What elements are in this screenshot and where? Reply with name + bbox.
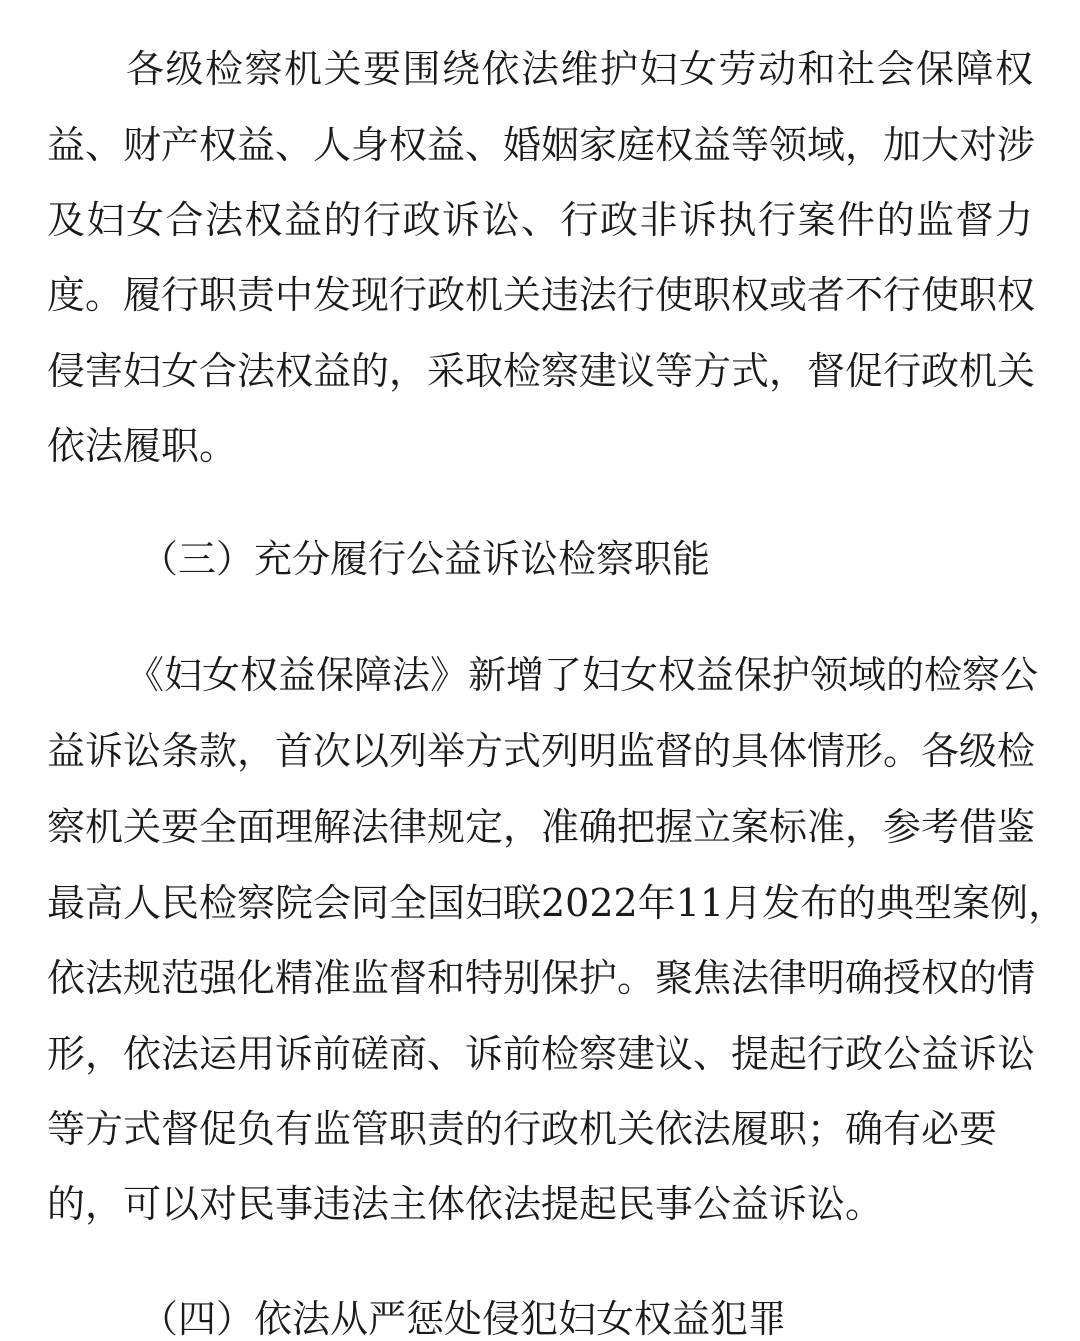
paragraph-1-line: 益、财产权益、人身权益、婚姻家庭权益等领域，加大对涉 (47, 123, 1036, 167)
paragraph-1-line: 各级检察机关要围绕依法维护妇女劳动和社会保障权 (126, 47, 1033, 91)
section-heading-3: （三）充分履行公益诉讼检察职能 (140, 537, 711, 581)
paragraph-1-line: 及妇女合法权益的行政诉讼、行政非诉执行案件的监督力 (47, 198, 1033, 242)
paragraph-2-line: 最高人民检察院会同全国妇联2022年11月发布的典型案例， (47, 881, 1067, 925)
paragraph-2-line: 的，可以对民事违法主体依法提起民事公益诉讼。 (47, 1182, 884, 1226)
paragraph-2-line: 依法规范强化精准监督和特别保护。聚焦法律明确授权的情 (47, 956, 1036, 1000)
paragraph-2-line: 益诉讼条款，首次以列举方式列明监督的具体情形。各级检 (47, 729, 1036, 773)
paragraph-2-line: 《妇女权益保障法》新增了妇女权益保护领域的检察公 (126, 653, 1039, 697)
paragraph-1-line: 依法履职。 (47, 424, 238, 468)
paragraph-2-line: 察机关要全面理解法律规定，准确把握立案标准，参考借鉴 (47, 805, 1036, 849)
section-heading-4: （四）依法从严惩处侵犯妇女权益犯罪 (140, 1297, 787, 1341)
paragraph-1-line: 度。履行职责中发现行政机关违法行使职权或者不行使职权 (47, 273, 1036, 317)
paragraph-2-line: 等方式督促负有监管职责的行政机关依法履职；确有必要 (47, 1107, 998, 1151)
paragraph-2-line: 形，依法运用诉前磋商、诉前检察建议、提起行政公益诉讼 (47, 1032, 1036, 1076)
paragraph-1-line: 侵害妇女合法权益的，采取检察建议等方式，督促行政机关 (47, 349, 1036, 393)
